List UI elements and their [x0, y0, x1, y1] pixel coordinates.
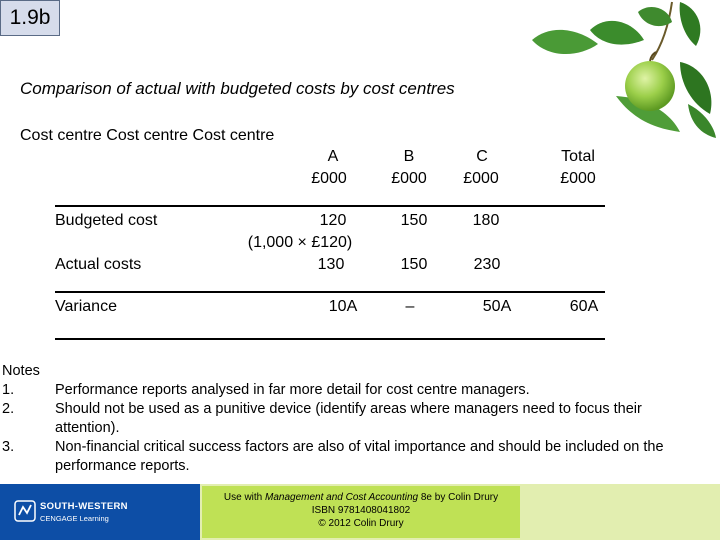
note-text: Performance reports analysed in far more detail for cost centre managers.	[55, 382, 530, 398]
publisher-logo-mark-icon	[14, 500, 36, 522]
credit-prefix: Use with	[223, 492, 266, 503]
variance-b: –	[405, 298, 415, 315]
note-number: 1.	[2, 382, 15, 398]
actual-costs-c: 230	[473, 256, 501, 273]
note-number: 2.	[2, 401, 15, 417]
column-total-unit: £000	[560, 170, 596, 187]
table-header-cost-centres: Cost centre Cost centre Cost centre	[20, 127, 275, 144]
column-total-header: Total	[561, 148, 595, 165]
note-number: 3.	[2, 439, 15, 455]
note-item	[0, 381, 700, 400]
column-b-header: B	[403, 148, 415, 165]
budgeted-cost-a: 120	[319, 212, 347, 229]
publisher-name: SOUTH-WESTERN	[40, 501, 128, 512]
credit-line	[202, 491, 520, 504]
notes-title: Notes	[2, 363, 40, 379]
budgeted-cost-c: 180	[472, 212, 500, 229]
variance-total: 60A	[569, 298, 599, 315]
note-text: Non-financial critical success factors are also of vital importance and should be included on the performance reports.	[55, 439, 664, 474]
credit-isbn: ISBN 9781408041802	[311, 505, 411, 516]
slide-heading: Comparison of actual with budgeted costs by cost centres	[20, 79, 455, 98]
header-rule	[55, 205, 605, 207]
note-item	[0, 400, 700, 438]
budgeted-cost-b: 150	[400, 212, 428, 229]
actual-costs-label: Actual costs	[55, 256, 142, 273]
credit-suffix: 8e by Colin Drury	[418, 492, 499, 503]
column-b-unit: £000	[391, 170, 427, 187]
slide-number: 1.9b	[0, 0, 60, 36]
publisher-logo	[0, 484, 200, 540]
variance-c: 50A	[482, 298, 512, 315]
budgeted-cost-label: Budgeted cost	[55, 212, 158, 229]
footer-bar	[0, 484, 720, 540]
column-a-unit: £000	[311, 170, 347, 187]
actual-costs-a: 130	[317, 256, 345, 273]
credit-copyright: © 2012 Colin Drury	[318, 518, 404, 529]
note-text: Should not be used as a punitive device (identify areas where managers need to focus their attention).	[55, 401, 642, 436]
credit-book-title: Management and Cost Accounting	[265, 492, 419, 503]
column-c-header: C	[476, 148, 488, 165]
apple-with-leaves-image	[520, 0, 720, 140]
note-item	[0, 438, 700, 476]
actual-rule	[55, 291, 605, 293]
variance-rule	[55, 338, 605, 340]
column-c-unit: £000	[463, 170, 499, 187]
footer-credit	[202, 491, 520, 530]
notes-section	[0, 362, 700, 476]
variance-a: 10A	[328, 298, 358, 315]
column-a-header: A	[327, 148, 339, 165]
publisher-subname: CENGAGE Learning	[40, 514, 109, 523]
variance-label: Variance	[55, 298, 117, 315]
actual-costs-b: 150	[400, 256, 428, 273]
budgeted-cost-a-calculation: (1,000 × £120)	[247, 234, 353, 251]
